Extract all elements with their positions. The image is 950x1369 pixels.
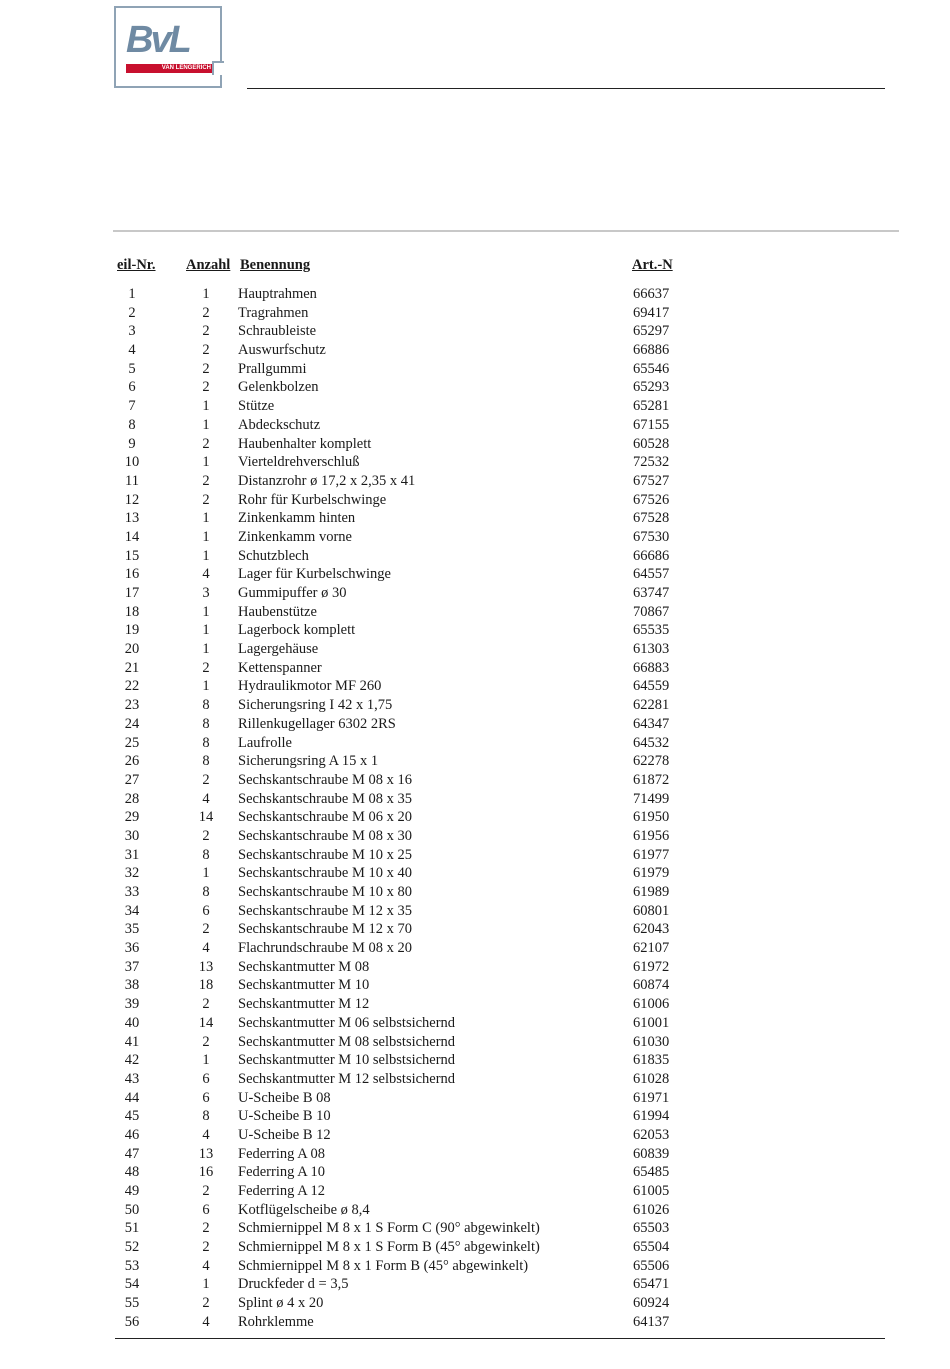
logo-subtext: VAN LENGERICH	[126, 64, 214, 73]
quantity-cell: 2	[202, 827, 210, 844]
table-row	[0, 621, 950, 640]
article-number-cell: 70867	[633, 603, 670, 620]
table-row	[0, 509, 950, 528]
designation-cell: Gummipuffer ø 30	[238, 585, 347, 601]
part-number-cell: 18	[124, 603, 140, 620]
table-row	[0, 378, 950, 397]
quantity-cell: 6	[202, 1089, 210, 1106]
article-number-cell: 61005	[633, 1183, 670, 1199]
designation-cell: Sechskantmutter M 12 selbstsichernd	[238, 1070, 456, 1087]
article-number-cell: 61026	[633, 1201, 670, 1218]
part-number-cell: 24	[124, 715, 140, 732]
part-number-cell: 41	[124, 1033, 140, 1050]
designation-cell: Tragrahmen	[238, 304, 309, 321]
table-row	[0, 846, 950, 865]
table-row	[0, 1126, 950, 1145]
designation-cell: Sechskantschraube M 10 x 40	[238, 865, 412, 882]
quantity-cell: 14	[198, 1014, 214, 1031]
article-number-cell: 61028	[633, 1070, 670, 1087]
quantity-cell: 13	[198, 1145, 214, 1162]
article-number-cell: 61030	[633, 1033, 670, 1050]
quantity-cell: 2	[202, 1183, 210, 1199]
table-row	[0, 1145, 950, 1164]
article-number-cell: 61989	[633, 884, 670, 900]
quantity-cell: 1	[202, 528, 210, 545]
article-number-cell: 67155	[633, 416, 670, 433]
part-number-cell: 12	[124, 491, 140, 508]
quantity-cell: 2	[202, 491, 210, 508]
designation-cell: Zinkenkamm vorne	[238, 528, 352, 545]
part-number-cell: 8	[128, 416, 136, 433]
designation-cell: Sechskantschraube M 10 x 25	[238, 846, 412, 863]
part-number-cell: 28	[124, 790, 140, 807]
table-row	[0, 1051, 950, 1070]
table-row	[0, 547, 950, 566]
table-row	[0, 902, 950, 921]
article-number-cell: 66883	[633, 659, 670, 676]
table-row	[0, 771, 950, 790]
part-number-cell: 10	[124, 454, 140, 471]
designation-cell: Federring A 08	[238, 1145, 325, 1162]
table-row	[0, 472, 950, 491]
part-number-cell: 11	[125, 472, 139, 489]
part-number-cell: 29	[124, 809, 140, 826]
table-row	[0, 453, 950, 472]
quantity-cell: 2	[202, 996, 210, 1013]
article-number-cell: 65293	[633, 379, 670, 396]
designation-cell: Rillenkugellager 6302 2RS	[238, 715, 396, 732]
table-row	[0, 584, 950, 603]
part-number-cell: 25	[124, 734, 140, 751]
part-number-cell: 17	[124, 585, 140, 601]
article-number-cell: 64557	[633, 566, 670, 583]
part-number-cell: 43	[124, 1070, 140, 1087]
table-row	[0, 659, 950, 678]
quantity-cell: 8	[202, 884, 210, 900]
table-row	[0, 565, 950, 584]
table-row	[0, 1238, 950, 1257]
table-row	[0, 1033, 950, 1052]
table-row	[0, 491, 950, 510]
part-number-cell: 40	[124, 1014, 140, 1031]
table-row	[0, 976, 950, 995]
article-number-cell: 61956	[633, 827, 670, 844]
part-number-cell: 31	[124, 846, 140, 863]
designation-cell: Sechskantmutter M 08 selbstsichernd	[238, 1033, 456, 1050]
designation-cell: U-Scheibe B 08	[238, 1089, 331, 1106]
part-number-cell: 53	[124, 1257, 140, 1274]
quantity-cell: 1	[202, 416, 210, 433]
table-row	[0, 995, 950, 1014]
designation-cell: Sechskantschraube M 08 x 16	[238, 771, 412, 788]
article-number-cell: 61977	[633, 846, 670, 863]
part-number-cell: 50	[124, 1201, 140, 1218]
part-number-cell: 32	[124, 865, 140, 882]
table-row	[0, 528, 950, 547]
designation-cell: Hydraulikmotor MF 260	[238, 678, 382, 695]
designation-cell: Sechskantmutter M 08	[238, 958, 370, 975]
article-number-cell: 60874	[633, 977, 670, 994]
part-number-cell: 3	[128, 323, 136, 340]
designation-cell: Druckfeder d = 3,5	[238, 1276, 349, 1293]
quantity-cell: 2	[202, 1033, 210, 1050]
table-row	[0, 285, 950, 304]
quantity-cell: 8	[202, 846, 210, 863]
table-row	[0, 958, 950, 977]
designation-cell: Schmiernippel M 8 x 1 S Form C (90° abgewinkelt)	[238, 1220, 540, 1237]
designation-cell: Sechskantschraube M 12 x 35	[238, 902, 412, 919]
table-row	[0, 1070, 950, 1089]
article-number-cell: 66886	[633, 342, 670, 359]
quantity-cell: 16	[198, 1164, 214, 1181]
quantity-cell: 18	[198, 977, 214, 994]
designation-cell: Sicherungsring A 15 x 1	[238, 753, 379, 770]
designation-cell: Kotflügelscheibe ø 8,4	[238, 1201, 370, 1218]
designation-cell: Gelenkbolzen	[238, 379, 319, 396]
table-row	[0, 1089, 950, 1108]
table-row	[0, 1275, 950, 1294]
article-number-cell: 65504	[633, 1239, 670, 1256]
article-number-cell: 62278	[633, 753, 670, 770]
quantity-cell: 1	[202, 454, 210, 471]
article-number-cell: 61872	[633, 771, 670, 788]
table-row	[0, 790, 950, 809]
part-number-cell: 19	[124, 622, 140, 639]
logo-mark: BvL	[126, 19, 189, 61]
quantity-cell: 1	[202, 678, 210, 695]
table-row	[0, 322, 950, 341]
designation-cell: U-Scheibe B 12	[238, 1126, 331, 1143]
article-number-cell: 69417	[633, 304, 670, 321]
table-row	[0, 304, 950, 323]
quantity-cell: 1	[202, 641, 210, 658]
designation-cell: Flachrundschraube M 08 x 20	[238, 940, 412, 957]
designation-cell: Sechskantschraube M 10 x 80	[238, 884, 412, 900]
part-number-cell: 30	[124, 827, 140, 844]
table-row	[0, 416, 950, 435]
article-number-cell: 71499	[633, 790, 670, 807]
designation-cell: Zinkenkamm hinten	[238, 510, 356, 527]
quantity-cell: 4	[202, 1257, 210, 1274]
quantity-cell: 13	[198, 958, 214, 975]
designation-cell: Sechskantschraube M 08 x 30	[238, 827, 412, 844]
designation-cell: Schutzblech	[238, 547, 309, 564]
quantity-cell: 2	[202, 360, 210, 377]
article-number-cell: 61835	[633, 1052, 670, 1069]
column-header-article-no: Art.-N	[632, 257, 673, 273]
part-number-cell: 9	[128, 435, 136, 452]
part-number-cell: 52	[124, 1239, 140, 1256]
article-number-cell: 61994	[633, 1108, 670, 1125]
part-number-cell: 22	[124, 678, 140, 695]
header-rule	[247, 88, 885, 89]
quantity-cell: 1	[202, 603, 210, 620]
table-row	[0, 1294, 950, 1313]
part-number-cell: 45	[124, 1108, 140, 1125]
part-number-cell: 38	[124, 977, 140, 994]
article-number-cell: 67530	[633, 528, 670, 545]
designation-cell: Sechskantmutter M 10	[238, 977, 370, 994]
article-number-cell: 66637	[633, 286, 670, 302]
quantity-cell: 4	[202, 940, 210, 957]
part-number-cell: 21	[124, 659, 140, 676]
quantity-cell: 2	[202, 304, 210, 321]
column-header-designation: Benennung	[240, 257, 311, 273]
quantity-cell: 8	[202, 1108, 210, 1125]
part-number-cell: 51	[124, 1220, 140, 1237]
quantity-cell: 2	[202, 472, 210, 489]
designation-cell: Federring A 10	[238, 1164, 325, 1181]
quantity-cell: 6	[202, 1201, 210, 1218]
table-row	[0, 677, 950, 696]
part-number-cell: 13	[124, 510, 140, 527]
table-row	[0, 1182, 950, 1201]
part-number-cell: 27	[124, 771, 140, 788]
designation-cell: Kettenspanner	[238, 659, 322, 676]
article-number-cell: 61972	[633, 958, 670, 975]
designation-cell: Federring A 12	[238, 1183, 325, 1199]
quantity-cell: 4	[202, 1313, 210, 1330]
article-number-cell: 72532	[633, 454, 670, 471]
quantity-cell: 8	[202, 753, 210, 770]
article-number-cell: 65546	[633, 360, 670, 377]
designation-cell: Vierteldrehverschluß	[238, 454, 360, 471]
part-number-cell: 44	[124, 1089, 140, 1106]
quantity-cell: 1	[202, 510, 210, 527]
quantity-cell: 6	[202, 1070, 210, 1087]
designation-cell: Laufrolle	[238, 734, 292, 751]
designation-cell: Sechskantschraube M 06 x 20	[238, 809, 412, 826]
quantity-cell: 8	[202, 697, 210, 714]
quantity-cell: 6	[202, 902, 210, 919]
quantity-cell: 2	[202, 771, 210, 788]
part-number-cell: 42	[124, 1052, 140, 1069]
quantity-cell: 1	[202, 1052, 210, 1069]
designation-cell: Sechskantmutter M 06 selbstsichernd	[238, 1014, 456, 1031]
article-number-cell: 65471	[633, 1276, 670, 1293]
table-row	[0, 397, 950, 416]
designation-cell: Haubenhalter komplett	[238, 435, 372, 452]
table-row	[0, 696, 950, 715]
designation-cell: Hauptrahmen	[238, 286, 317, 302]
designation-cell: Schmiernippel M 8 x 1 S Form B (45° abgewinkelt)	[238, 1239, 540, 1256]
logo-frame-corner	[212, 61, 224, 75]
column-header-quantity: Anzahl	[186, 257, 231, 273]
part-number-cell: 34	[124, 902, 140, 919]
designation-cell: Lager für Kurbelschwinge	[238, 566, 391, 583]
quantity-cell: 1	[202, 865, 210, 882]
article-number-cell: 62281	[633, 697, 670, 714]
article-number-cell: 61979	[633, 865, 670, 882]
article-number-cell: 65506	[633, 1257, 670, 1274]
table-row	[0, 1014, 950, 1033]
quantity-cell: 4	[202, 1126, 210, 1143]
designation-cell: Rohr für Kurbelschwinge	[238, 491, 387, 508]
article-number-cell: 66686	[633, 547, 670, 564]
table-row	[0, 827, 950, 846]
table-row	[0, 603, 950, 622]
article-number-cell: 67526	[633, 491, 670, 508]
quantity-cell: 2	[202, 1295, 210, 1312]
article-number-cell: 61001	[633, 1014, 670, 1031]
article-number-cell: 60528	[633, 435, 670, 452]
column-header-part-no: eil-Nr.	[117, 257, 156, 273]
part-number-cell: 39	[124, 996, 140, 1013]
footer-rule	[115, 1338, 885, 1339]
quantity-cell: 2	[202, 342, 210, 359]
table-row	[0, 1201, 950, 1220]
article-number-cell: 65297	[633, 323, 670, 340]
part-number-cell: 23	[124, 697, 140, 714]
table-row	[0, 640, 950, 659]
quantity-cell: 1	[202, 622, 210, 639]
part-number-cell: 36	[124, 940, 140, 957]
part-number-cell: 37	[124, 958, 140, 975]
quantity-cell: 2	[202, 1239, 210, 1256]
quantity-cell: 4	[202, 790, 210, 807]
quantity-cell: 8	[202, 715, 210, 732]
article-number-cell: 60924	[633, 1295, 670, 1312]
quantity-cell: 2	[202, 659, 210, 676]
article-number-cell: 61950	[633, 809, 670, 826]
article-number-cell: 65535	[633, 622, 670, 639]
quantity-cell: 14	[198, 809, 214, 826]
article-number-cell: 65503	[633, 1220, 670, 1237]
company-logo	[114, 6, 222, 88]
table-row	[0, 752, 950, 771]
part-number-cell: 16	[124, 566, 140, 583]
designation-cell: Haubenstütze	[238, 603, 317, 620]
quantity-cell: 2	[202, 921, 210, 938]
article-number-cell: 64532	[633, 734, 670, 751]
part-number-cell: 49	[124, 1183, 140, 1199]
designation-cell: Rohrklemme	[238, 1313, 314, 1330]
quantity-cell: 3	[202, 585, 210, 601]
table-row	[0, 360, 950, 379]
article-number-cell: 61303	[633, 641, 670, 658]
quantity-cell: 2	[202, 379, 210, 396]
table-row	[0, 864, 950, 883]
table-row	[0, 1257, 950, 1276]
article-number-cell: 64559	[633, 678, 670, 695]
table-row	[0, 920, 950, 939]
article-number-cell: 63747	[633, 585, 670, 601]
table-row	[0, 715, 950, 734]
designation-cell: Distanzrohr ø 17,2 x 2,35 x 41	[238, 472, 416, 489]
article-number-cell: 62053	[633, 1126, 670, 1143]
part-number-cell: 55	[124, 1295, 140, 1312]
designation-cell: Abdeckschutz	[238, 416, 321, 433]
article-number-cell: 60801	[633, 902, 670, 919]
quantity-cell: 2	[202, 435, 210, 452]
designation-cell: U-Scheibe B 10	[238, 1108, 331, 1125]
quantity-cell: 2	[202, 323, 210, 340]
table-row	[0, 1313, 950, 1332]
table-row	[0, 1219, 950, 1238]
table-row	[0, 1107, 950, 1126]
designation-cell: Schmiernippel M 8 x 1 Form B (45° abgewinkelt)	[238, 1257, 529, 1274]
designation-cell: Lagerbock komplett	[238, 622, 356, 639]
designation-cell: Sechskantschraube M 08 x 35	[238, 790, 412, 807]
part-number-cell: 14	[124, 528, 140, 545]
quantity-cell: 1	[202, 398, 210, 415]
designation-cell: Auswurfschutz	[238, 342, 326, 359]
article-number-cell: 62043	[633, 921, 670, 938]
article-number-cell: 67527	[633, 472, 670, 489]
quantity-cell: 2	[202, 1220, 210, 1237]
part-number-cell: 47	[124, 1145, 140, 1162]
quantity-cell: 4	[202, 566, 210, 583]
designation-cell: Prallgummi	[238, 360, 307, 377]
part-number-cell: 46	[124, 1126, 140, 1143]
table-row	[0, 808, 950, 827]
designation-cell: Stütze	[238, 398, 275, 415]
table-row	[0, 734, 950, 753]
part-number-cell: 35	[124, 921, 140, 938]
section-divider	[113, 230, 899, 232]
quantity-cell: 1	[202, 1276, 210, 1293]
table-row	[0, 939, 950, 958]
part-number-cell: 4	[128, 342, 136, 359]
table-row	[0, 435, 950, 454]
part-number-cell: 7	[128, 398, 136, 415]
part-number-cell: 5	[128, 360, 136, 377]
article-number-cell: 62107	[633, 940, 670, 957]
designation-cell: Sechskantschraube M 12 x 70	[238, 921, 412, 938]
article-number-cell: 65485	[633, 1164, 670, 1181]
designation-cell: Sicherungsring I 42 x 1,75	[238, 697, 393, 714]
article-number-cell: 64347	[633, 715, 670, 732]
article-number-cell: 61006	[633, 996, 670, 1013]
part-number-cell: 15	[124, 547, 140, 564]
quantity-cell: 8	[202, 734, 210, 751]
quantity-cell: 1	[202, 286, 210, 302]
table-row	[0, 341, 950, 360]
part-number-cell: 26	[124, 753, 140, 770]
quantity-cell: 1	[202, 547, 210, 564]
part-number-cell: 2	[128, 304, 136, 321]
part-number-cell: 6	[128, 379, 136, 396]
designation-cell: Lagergehäuse	[238, 641, 319, 658]
table-row	[0, 1163, 950, 1182]
part-number-cell: 20	[124, 641, 140, 658]
part-number-cell: 48	[124, 1164, 140, 1181]
designation-cell: Sechskantmutter M 12	[238, 996, 370, 1013]
part-number-cell: 56	[124, 1313, 140, 1330]
article-number-cell: 60839	[633, 1145, 670, 1162]
designation-cell: Schraubleiste	[238, 323, 317, 340]
part-number-cell: 1	[128, 286, 136, 302]
part-number-cell: 33	[124, 884, 140, 900]
article-number-cell: 67528	[633, 510, 670, 527]
designation-cell: Sechskantmutter M 10 selbstsichernd	[238, 1052, 456, 1069]
table-row	[0, 883, 950, 902]
parts-list-table	[0, 285, 950, 1332]
part-number-cell: 54	[124, 1276, 140, 1293]
article-number-cell: 64137	[633, 1313, 670, 1330]
designation-cell: Splint ø 4 x 20	[238, 1295, 324, 1312]
article-number-cell: 65281	[633, 398, 670, 415]
article-number-cell: 61971	[633, 1089, 670, 1106]
